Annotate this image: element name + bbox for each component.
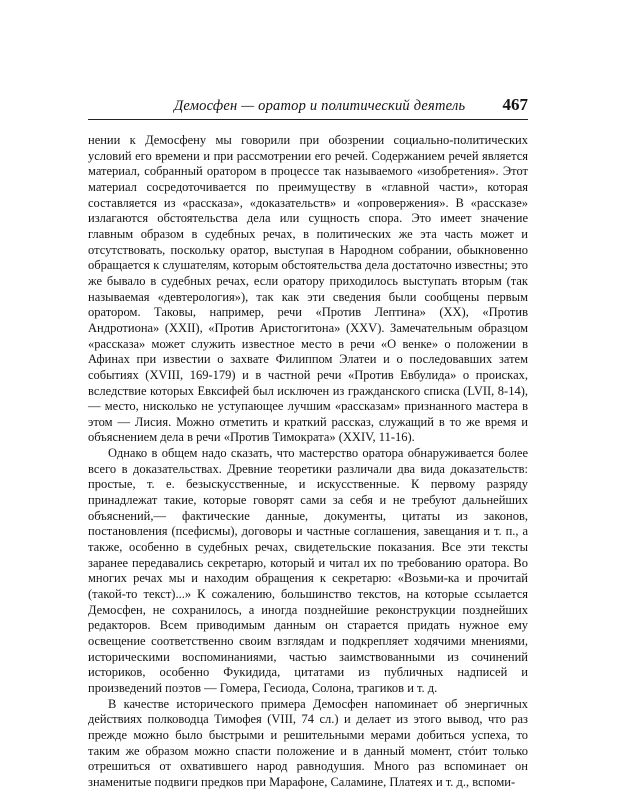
- paragraph: Однако в общем надо сказать, что мастерство оратора обнаруживается более всего в доказательствах. Древние теоретики различали два вида доказательств: простые, т. е. безыскусственные, и искусственные. К первому разряду принадлежат такие, которые говорят сами за себя и не требуют дальнейших объяснений,— фактические данные, документы, цитаты из законов, постановления (псефисмы), договоры и частные соглашения, завещания и т. п., а также, особенно в судебных речах, свидетельские показания. Все эти тексты заранее передавались секретарю, который и читал их по требованию оратора. Во многих речах мы и находим обращения к секретарю: «Возьми-ка и прочитай (такой-то текст)...» К сожалению, большинство текстов, на которые ссылается Демосфен, не сохранилось, а иногда позднейшие реконструкции позднейших редакторов. Всем приводимым данным он старается придать нужное ему освещение соответственно своим взглядам и подкрепляет ходячими мнениями, историческими воспоминаниями, частью заимствованными из сочинений историков, особенно Фукидида, цитатами из публичных надписей и произведений поэтов — Гомера, Гесиода, Солона, трагиков и т. д.: [88, 446, 528, 695]
- running-header: [88, 95, 528, 118]
- paragraph-continued: нении к Демосфену мы говорили при обозрении социально-политических условий его времени и при рассмотрении его речей. Содержанием речей является материал, собранный оратором в процессе так называемого «изобретения». Этот материал сосредоточивается по преимуществу в «главной части», которая составляется из «рассказа», «доказательств» и «опровержения». В «рассказе» излагаются обстоятельства дела или сущность спора. Это имеет значение главным образом в судебных речах, в политических же эта часть может и отсутствовать, поскольку оратор, выступая в Народном собрании, обыкновенно обращается к слушателям, которым обстоятельства дела достаточно известны; это же бывало в судебных речах, если оратору приходилось выступать вторым (так называемая «девтерология»), так как эти сведения были сообщены первым оратором. Таковы, например, речи «Против Лептина» (XX), «Против Андротиона» (XXII), «Против Аристогитона» (XXV). Замечательным образцом «рассказа» может служить известное место в речи «О венке» о положении в Афинах при известии о захвате Филиппом Элатеи и о последовавших затем событиях (XVIII, 169-179) и в частной речи «Против Евбулида» о происках, вследствие которых Евксифей был исключен из гражданского списка (LVII, 8-14),— место, нисколько не уступающее лучшим «рассказам» признанного мастера в этом — Лисия. Можно отметить и краткий рассказ, служащий в то же время и объяснением дела в речи «Против Тимократа» (XXIV, 11-16).: [88, 133, 528, 445]
- running-title: Демосфен — оратор и политический деятель: [174, 98, 466, 114]
- header-rule: [88, 119, 528, 120]
- body-text: [88, 133, 528, 791]
- page-number: 467: [502, 95, 528, 114]
- paragraph: В качестве исторического примера Демосфен напоминает об энергичных действиях полководца Тимофея (VIII, 74 сл.) и делает из этого вывод, что раз прежде можно было быстрыми и решительными мерами добиться успеха, то таким же образом можно спасти положение и в данный момент, стóит только отрешиться от охватившего народ равнодушия. Много раз вспоминает он знаменитые подвиги предков при Марафоне, Саламине, Платеях и т. д., вспоми-: [88, 696, 528, 789]
